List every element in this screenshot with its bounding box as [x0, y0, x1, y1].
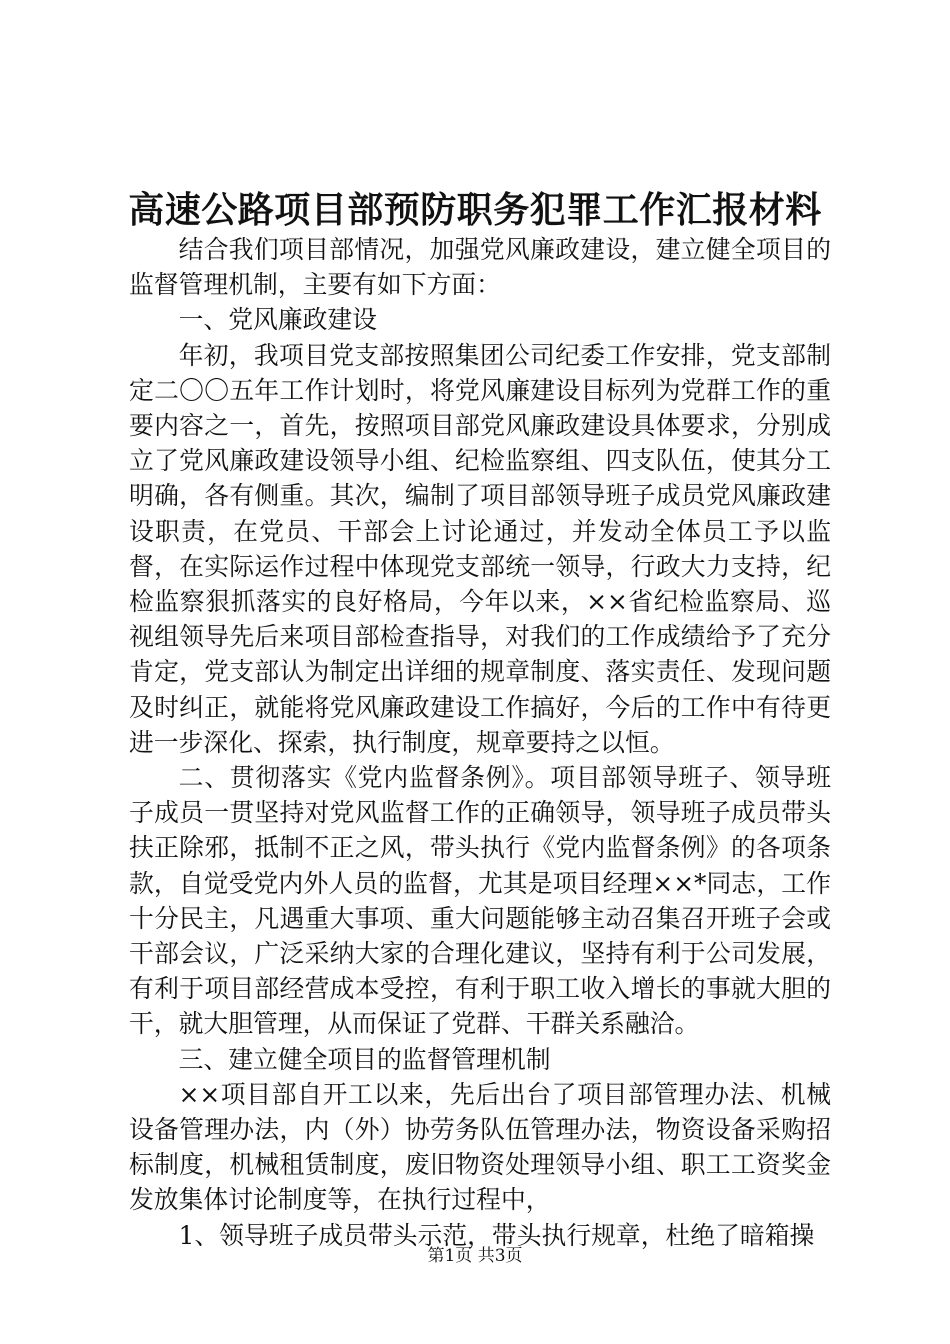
section-3-paragraph: ××项目部自开工以来，先后出台了项目部管理办法、机械设备管理办法，内（外）协劳务队伍管理办法，物资设备采购招标制度，机械租赁制度，废旧物资处理领导小组、职工工资奖金发放集体讨论制度等，在执行过程中， — [129, 1079, 831, 1215]
intro-paragraph: 结合我们项目部情况，加强党风廉政建设，建立健全项目的监督管理机制，主要有如下方面： — [129, 235, 831, 300]
section-heading-1: 一、党风廉政建设 — [178, 305, 377, 335]
section-heading-3: 三、建立健全项目的监督管理机制 — [178, 1044, 551, 1074]
document-title: 高速公路项目部预防职务犯罪工作汇报材料 — [128, 189, 822, 231]
document-body — [129, 232, 831, 1253]
page-footer: 第1页 共3页 — [427, 1246, 523, 1266]
section-1-paragraph: 年初，我项目党支部按照集团公司纪委工作安排，党支部制定二〇〇五年工作计划时，将党风廉建设目标列为党群工作的重要内容之一，首先，按照项目部党风廉政建设具体要求，分别成立了党风廉政建设领导小组、纪检监察组、四支队伍，使其分工明确，各有侧重。其次，编制了项目部领导班子成员党风廉政建设职责，在党员、干部会上讨论通过，并发动全体员工予以监督，在实际运作过程中体现党支部统一领导，行政大力支持，纪检监察狠抓落实的良好格局，今年以来，××省纪检监察局、巡视组领导先后来项目部检查指导，对我们的工作成绩给予了充分肯定，党支部认为制定出详细的规章制度、落实责任、发现问题及时纠正，就能将党风廉政建设工作搞好，今后的工作中有待更进一步深化、探索，执行制度，规章要持之以恒。 — [129, 340, 831, 757]
list-item-1: 1、领导班子成员带头示范，带头执行规章，杜绝了暗箱操 — [178, 1220, 815, 1250]
section-2-paragraph: 二、贯彻落实《党内监督条例》。项目部领导班子、领导班子成员一贯坚持对党风监督工作的正确领导，领导班子成员带头扶正除邪，抵制不正之风，带头执行《党内监督条例》的各项条款，自觉受党内外人员的监督，尤其是项目经理××*同志，工作十分民主，凡遇重大事项、重大问题能够主动召集召开班子会或干部会议，广泛采纳大家的合理化建议，坚持有利于公司发展，有利于项目部经营成本受控，有利于职工收入增长的事就大胆的干，就大胆管理，从而保证了党群、干群关系融洽。 — [129, 763, 831, 1039]
